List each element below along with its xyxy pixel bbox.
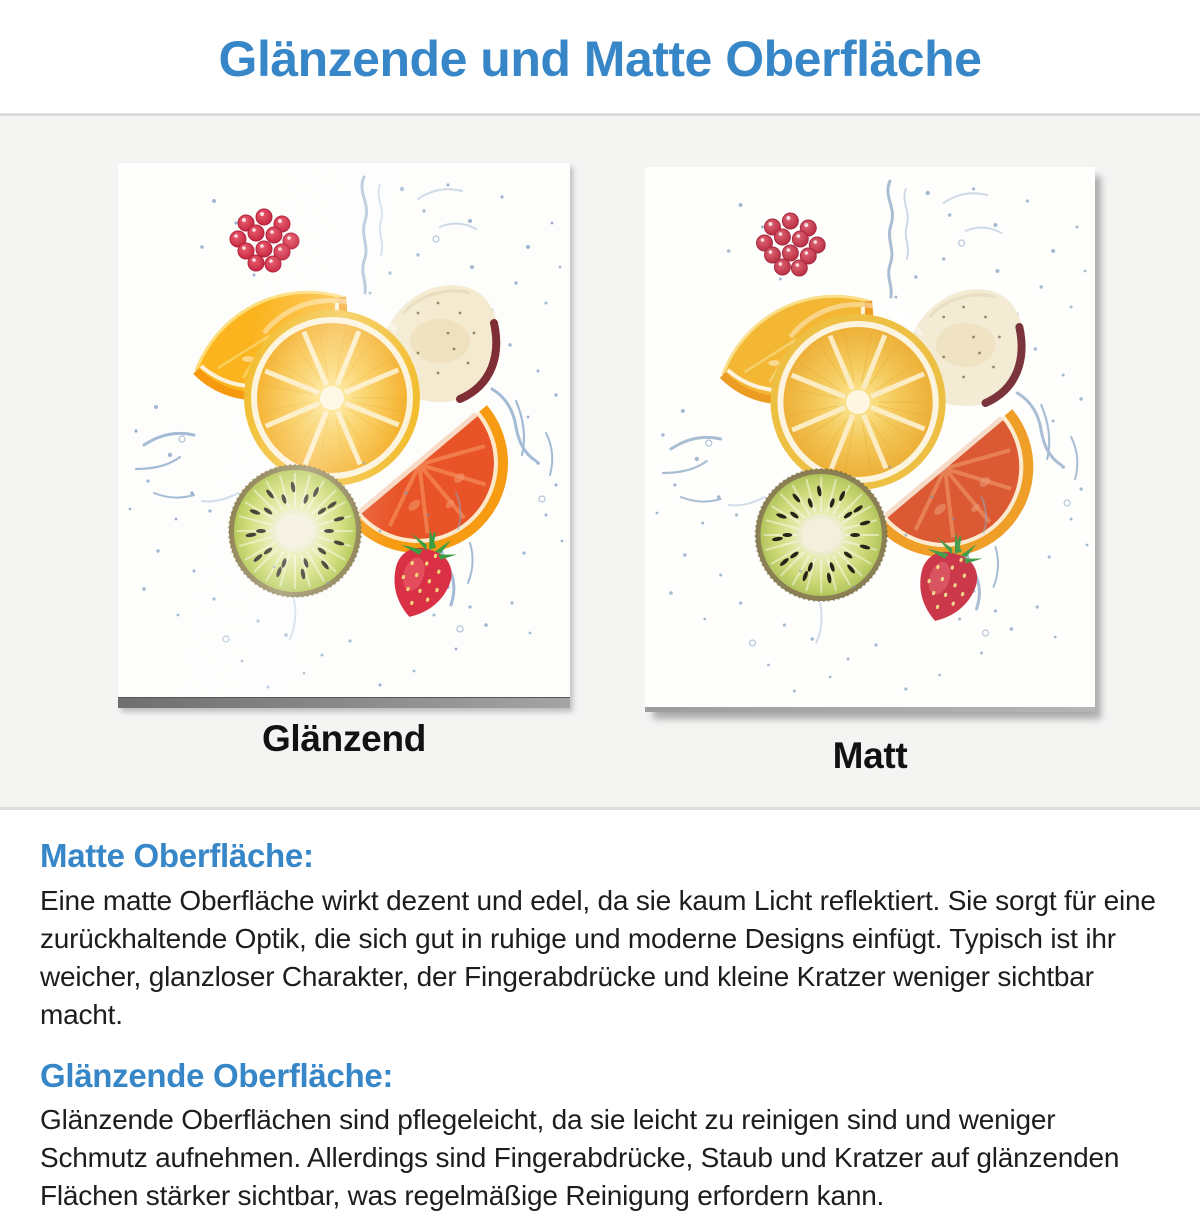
surface-comparison-band xyxy=(0,113,1200,810)
panel-bottom-edge xyxy=(645,707,1095,712)
header xyxy=(0,0,1200,113)
description-content xyxy=(0,810,1200,1215)
matte-section xyxy=(40,836,1162,1034)
fruit-splash-illustration xyxy=(118,163,570,708)
glossy-surface-image xyxy=(118,163,570,708)
matte-section-heading: Matte Oberfläche: xyxy=(40,837,314,874)
matte-surface-image xyxy=(645,167,1095,712)
glossy-panel-label: Glänzend xyxy=(261,718,427,759)
fruit-splash-illustration xyxy=(645,167,1095,712)
glass-bottom-edge xyxy=(118,697,570,708)
glossy-section-body: Glänzende Oberflächen sind pflegeleicht, da sie leicht zu reinigen sind und weniger Schmutz aufnehmen. Allerdings sind Fingerabdrücke, Staub und Kratzer auf glänzenden Flächen stärker sichtbar, was regelmäßige Reinigung erfordern kann. xyxy=(40,1104,1120,1212)
glossy-section-heading: Glänzende Oberfläche: xyxy=(40,1056,394,1094)
matte-panel-label: Matt xyxy=(832,735,908,776)
page-title: Glänzende und Matte Oberfläche xyxy=(218,30,982,87)
glossy-section xyxy=(40,1056,1162,1215)
matte-section-body: Eine matte Oberfläche wirkt dezent und edel, da sie kaum Licht reflektiert. Sie sorgt für eine zurückhaltende Optik, die sich gut in ruhige und moderne Designs einfügt. Typisch ist ihr weicher, glanzloser Charakter, der Fingerabdrücke und kleine Kratzer weniger sichtbar macht. xyxy=(40,884,1156,1030)
